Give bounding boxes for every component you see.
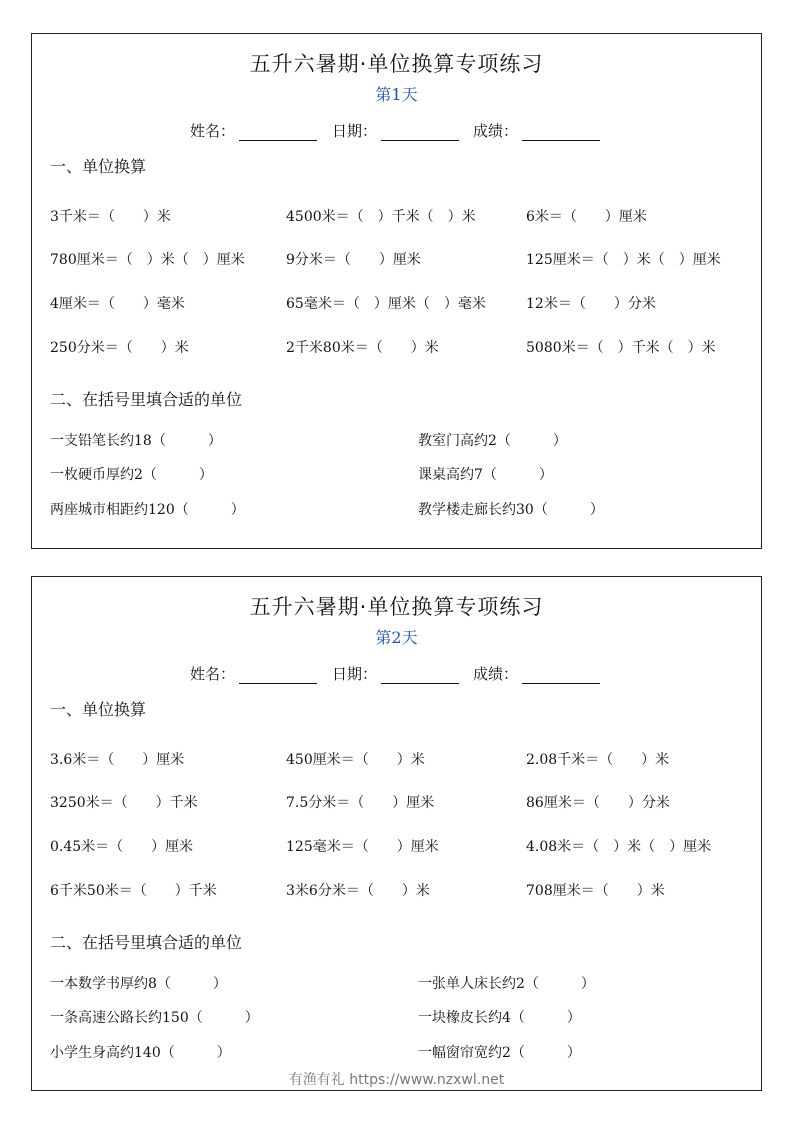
conversion-question: 9分米＝（ ）厘米 xyxy=(286,252,421,268)
conversion-question: 7.5分米＝（ ）厘米 xyxy=(286,795,435,811)
unit-question: 一枚硬币厚约2（ ） xyxy=(50,467,213,483)
unit-question: 教学楼走廊长约30（ ） xyxy=(418,502,604,518)
score-label: 成绩： xyxy=(473,122,519,140)
conversion-question: 86厘米＝（ ）分米 xyxy=(526,795,670,811)
conversion-question: 4厘米＝（ ）毫米 xyxy=(50,296,185,312)
unit-question: 课桌高约7（ ） xyxy=(418,467,553,483)
conversion-question: 6米＝（ ）厘米 xyxy=(526,209,647,225)
date-field[interactable] xyxy=(332,663,459,684)
conversion-question: 5080米＝（ ）千米（ ）米 xyxy=(526,340,716,356)
conversion-question: 2千米80米＝（ ）米 xyxy=(286,340,439,356)
score-line[interactable] xyxy=(522,126,600,141)
unit-question: 一块橡皮长约4（ ） xyxy=(418,1010,581,1026)
date-field[interactable] xyxy=(332,120,459,141)
section-heading-conversion: 一、单位换算 xyxy=(50,157,147,176)
name-field[interactable] xyxy=(190,120,317,141)
conversion-question: 4500米＝（ ）千米（ ）米 xyxy=(286,209,476,225)
score-field[interactable] xyxy=(473,120,600,141)
watermark-footer: 有渔有礼 https://www.nzxwl.net xyxy=(288,1072,505,1088)
section-heading-conversion: 一、单位换算 xyxy=(50,700,147,719)
conversion-question: 2.08千米＝（ ）米 xyxy=(526,752,670,768)
name-line[interactable] xyxy=(239,126,317,141)
section-heading-units: 二、在括号里填合适的单位 xyxy=(50,933,243,952)
conversion-question: 450厘米＝（ ）米 xyxy=(286,752,425,768)
date-line[interactable] xyxy=(381,669,459,684)
worksheet-title: 五升六暑期·单位换算专项练习 xyxy=(249,595,544,619)
worksheet-day-2 xyxy=(31,576,762,1091)
unit-question: 两座城市相距约120（ ） xyxy=(50,502,245,518)
conversion-question: 3.6米＝（ ）厘米 xyxy=(50,752,185,768)
unit-question: 一条高速公路长约150（ ） xyxy=(50,1010,259,1026)
worksheet-title: 五升六暑期·单位换算专项练习 xyxy=(249,52,544,76)
score-label: 成绩： xyxy=(473,665,519,683)
conversion-question: 250分米＝（ ）米 xyxy=(50,340,189,356)
unit-question: 小学生身高约140（ ） xyxy=(50,1045,231,1061)
name-line[interactable] xyxy=(239,669,317,684)
date-label: 日期： xyxy=(332,122,378,140)
worksheet-day-1 xyxy=(31,33,762,549)
conversion-question: 6千米50米＝（ ）千米 xyxy=(50,883,217,899)
score-line[interactable] xyxy=(522,669,600,684)
name-label: 姓名： xyxy=(190,665,236,683)
score-field[interactable] xyxy=(473,663,600,684)
conversion-question: 780厘米＝（ ）米（ ）厘米 xyxy=(50,252,245,268)
name-field[interactable] xyxy=(190,663,317,684)
section-heading-units: 二、在括号里填合适的单位 xyxy=(50,390,243,409)
name-label: 姓名： xyxy=(190,122,236,140)
conversion-question: 3250米＝（ ）千米 xyxy=(50,795,198,811)
date-line[interactable] xyxy=(381,126,459,141)
day-label: 第2天 xyxy=(375,628,418,647)
date-label: 日期： xyxy=(332,665,378,683)
unit-question: 教室门高约2（ ） xyxy=(418,433,567,449)
unit-question: 一张单人床长约2（ ） xyxy=(418,976,595,992)
conversion-question: 708厘米＝（ ）米 xyxy=(526,883,665,899)
conversion-question: 125毫米＝（ ）厘米 xyxy=(286,839,439,855)
day-label: 第1天 xyxy=(375,85,418,104)
conversion-question: 65毫米＝（ ）厘米（ ）毫米 xyxy=(286,296,486,312)
conversion-question: 12米＝（ ）分米 xyxy=(526,296,656,312)
conversion-question: 0.45米＝（ ）厘米 xyxy=(50,839,194,855)
conversion-question: 125厘米＝（ ）米（ ）厘米 xyxy=(526,252,721,268)
conversion-question: 3米6分米＝（ ）米 xyxy=(286,883,430,899)
conversion-question: 3千米＝（ ）米 xyxy=(50,209,171,225)
unit-question: 一本数学书厚约8（ ） xyxy=(50,976,227,992)
unit-question: 一支铅笔长约18（ ） xyxy=(50,433,222,449)
unit-question: 一幅窗帘宽约2（ ） xyxy=(418,1045,581,1061)
conversion-question: 4.08米＝（ ）米（ ）厘米 xyxy=(526,839,712,855)
